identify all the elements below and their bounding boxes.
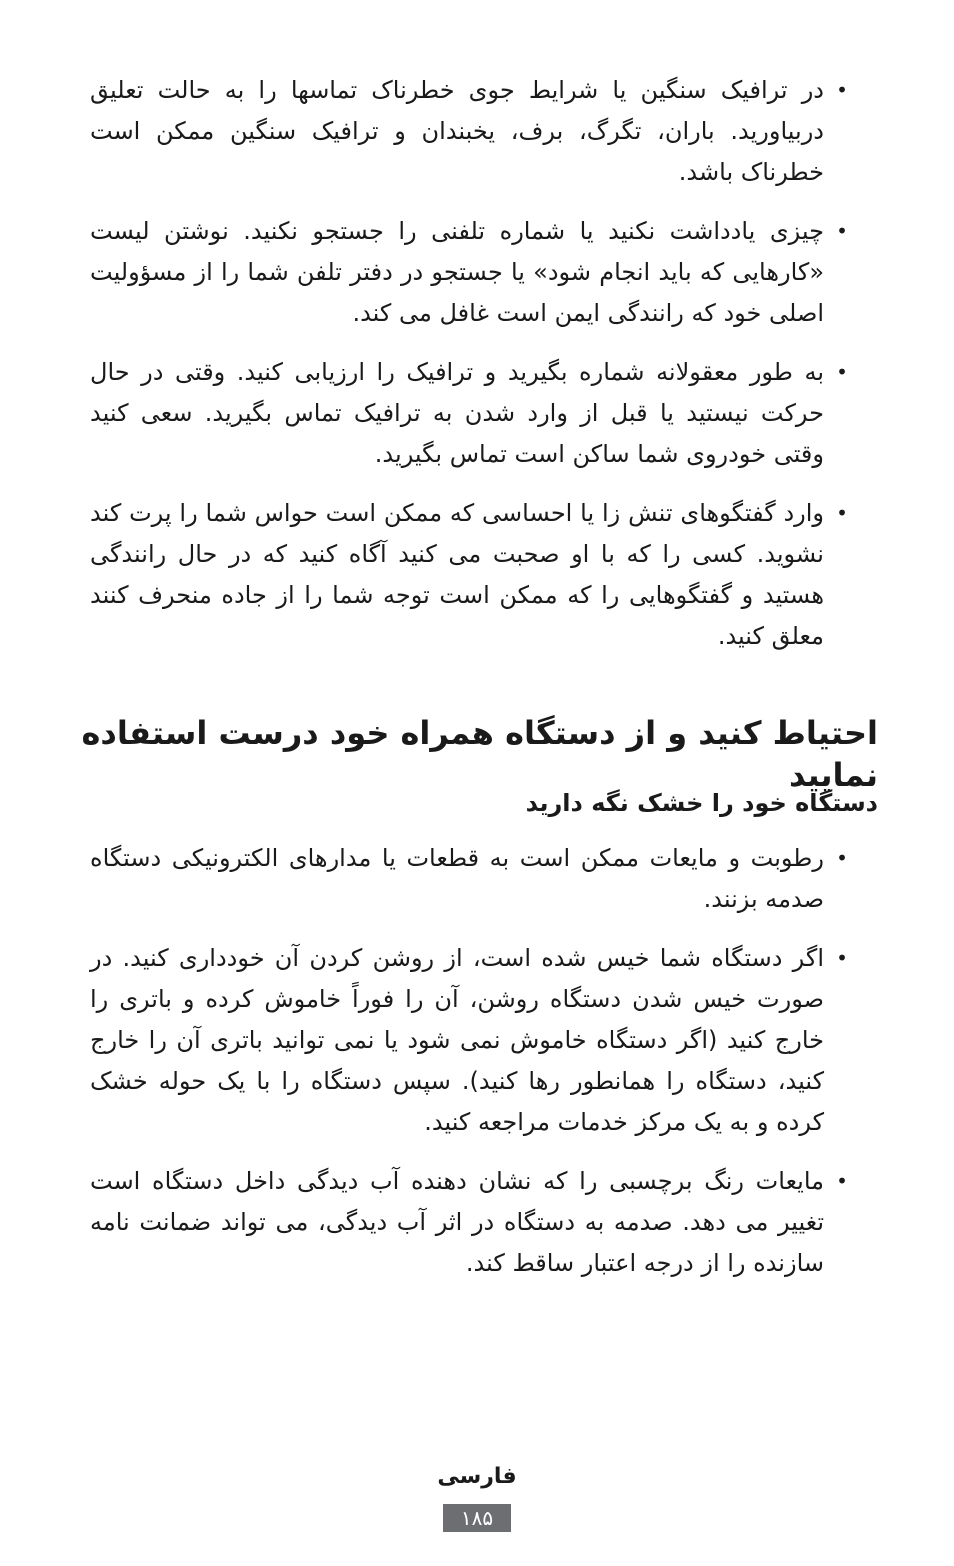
list-item [90,838,850,920]
bullet-icon: • [836,360,848,384]
bullet-icon: • [836,946,848,970]
list-item-text: مایعات رنگ برچسبی را که نشان دهنده آب دیدگی داخل دستگاه است تغییر می دهد. صدمه به دستگاه در اثر آب دیدگی، می تواند ضمانت نامه سازنده را از درجه اعتبار ساقط کند. [90,1167,824,1277]
list-item [90,70,850,193]
footer-language: فارسی [437,1464,517,1489]
list-item [90,211,850,334]
section-subtitle: دستگاه خود را خشک نگه دارید [525,789,878,817]
list-item-text: چیزی یادداشت نکنید یا شماره تلفنی را جستجو نکنید. نوشتن لیست «کارهایی که باید انجام شود» یا جستجو در دفتر تلفن شما را از مسؤولیت اصلی خود که رانندگی ایمن است غافل می کند. [90,217,824,327]
list-item-text: وارد گفتگوهای تنش زا یا احساسی که ممکن است حواس شما را پرت کند نشوید. کسی را که با او صحبت می کنید آگاه کنید که در حال رانندگی هستید و گفتگوهایی را که ممکن است توجه شما را از جاده منحرف کنند معلق کنید. [90,499,824,650]
top-bullet-list [90,70,850,657]
bullet-icon: • [836,501,848,525]
list-item-text: رطوبت و مایعات ممکن است به قطعات یا مدارهای الکترونیکی دستگاه صدمه بزنند. [90,844,824,913]
section-title: احتیاط کنید و از دستگاه همراه خود درست استفاده نمایید [81,714,878,794]
list-item-text: به طور معقولانه شماره بگیرید و ترافیک را ارزیابی کنید. وقتی در حال حرکت نیستید یا قبل از وارد شدن به ترافیک تماس بگیرید. سعی کنید وقتی خودروی شما ساکن است تماس بگیرید. [90,358,824,468]
list-item [90,1161,850,1284]
list-item-text: اگر دستگاه شما خیس شده است، از روشن کردن آن خودداری کنید. در صورت خیس شدن دستگاه روشن، آن را فوراً خاموش کرده و باتری را خارج کنید (اگر دستگاه خاموش نمی شود یا نمی توانید باتری آن را خارج کنید، دستگاه را همانطور رها کنید). سپس دستگاه را با یک حوله خشک کرده و به یک مرکز خدمات مراجعه کنید. [90,944,824,1136]
page-footer [0,1462,954,1532]
section-bullet-list [90,838,850,1284]
device-care-list [90,838,850,1302]
list-item-text: در ترافیک سنگین یا شرایط جوی خطرناک تماسها را به حالت تعلیق دربیاورید. باران، تگرگ، برف، یخبندان و ترافیک سنگین ممکن است خطرناک باشد. [90,76,824,186]
driving-safety-list [90,70,850,675]
list-item [90,352,850,475]
list-item [90,493,850,657]
bullet-icon: • [836,78,848,102]
page-number: ۱۸۵ [443,1504,511,1532]
bullet-icon: • [836,1169,848,1193]
bullet-icon: • [836,219,848,243]
bullet-icon: • [836,846,848,870]
list-item [90,938,850,1143]
